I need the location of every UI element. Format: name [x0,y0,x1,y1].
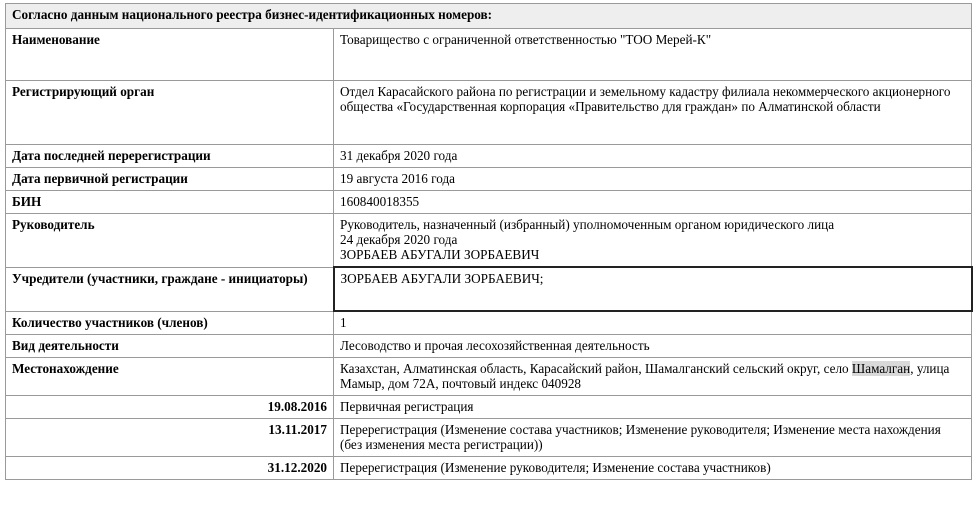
row-name [6,29,972,81]
row-activity [6,335,972,358]
row-members [6,311,972,335]
history-date: 31.12.2020 [6,457,334,480]
value-authority: Отдел Карасайского района по регистрации и земельному кадастру филиала некоммерческого акционерного общества «Государственная корпорация «Правительство для граждан» по Алматинской области [334,81,972,145]
label-location: Местонахождение [6,358,334,396]
label-last-rereg: Дата последней перерегистрации [6,145,334,168]
header-row [6,4,972,29]
history-date: 13.11.2017 [6,419,334,457]
row-director [6,214,972,268]
registry-panel [5,3,971,480]
value-last-rereg: 31 декабря 2020 года [334,145,972,168]
row-first-reg [6,168,972,191]
location-highlight: Шамалган [851,361,911,376]
label-bin: БИН [6,191,334,214]
history-date: 19.08.2016 [6,396,334,419]
row-bin [6,191,972,214]
history-event: Перерегистрация (Изменение руководителя; Изменение состава участников) [334,457,972,480]
director-name: ЗОРБАЕВ АБУГАЛИ ЗОРБАЕВИЧ [340,247,540,262]
value-bin: 160840018355 [334,191,972,214]
value-activity: Лесоводство и прочая лесохозяйственная деятельность [334,335,972,358]
history-event: Первичная регистрация [334,396,972,419]
history-row [6,457,972,480]
label-activity: Вид деятельности [6,335,334,358]
label-name: Наименование [6,29,334,81]
value-first-reg: 19 августа 2016 года [334,168,972,191]
value-location [334,358,972,396]
label-director: Руководитель [6,214,334,268]
history-row [6,396,972,419]
history-event: Перерегистрация (Изменение состава участников; Изменение руководителя; Изменение места нахождения (без изменения места регистрации)) [334,419,972,457]
row-last-rereg [6,145,972,168]
table-header: Согласно данным национального реестра бизнес-идентификационных номеров: [6,4,972,29]
label-founders: Учредители (участники, граждане - инициаторы) [6,267,334,311]
director-basis: Руководитель, назначенный (избранный) уполномоченным органом юридического лица [340,217,835,232]
row-founders [6,267,972,311]
label-authority: Регистрирующий орган [6,81,334,145]
value-director [334,214,972,268]
location-text-end: , улица Мамыр, дом 72А, почтовый индекс 040928 [340,361,950,391]
history-row [6,419,972,457]
value-founders: ЗОРБАЕВ АБУГАЛИ ЗОРБАЕВИЧ; [334,267,972,311]
row-authority [6,81,972,145]
value-members: 1 [334,311,972,335]
label-members: Количество участников (членов) [6,311,334,335]
value-name: Товарищество с ограниченной ответственностью "ТОО Мерей-К" [334,29,972,81]
registry-table [5,3,973,480]
label-first-reg: Дата первичной регистрации [6,168,334,191]
row-location [6,358,972,396]
location-text-start: Казахстан, Алматинская область, Карасайский район, Шамалганский сельский округ, село [340,361,849,376]
director-date: 24 декабря 2020 года [340,232,458,247]
